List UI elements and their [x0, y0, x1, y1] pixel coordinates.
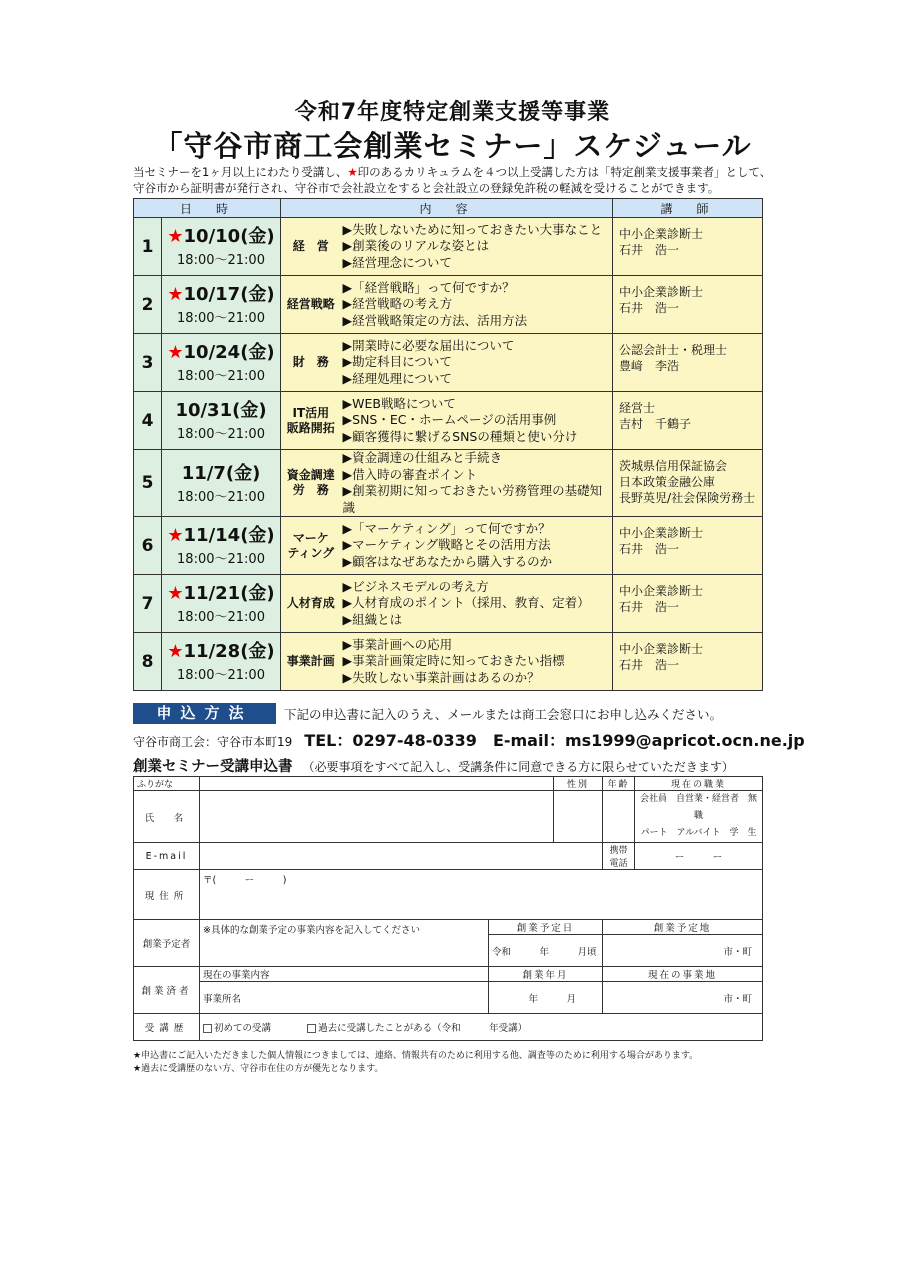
occupation-line-2: パート アルバイト 学 生 [640, 828, 757, 838]
lecturer-line-2: 石井 浩一 [619, 301, 680, 315]
form-title [133, 755, 734, 776]
page-title: 「守谷市商工会創業セミナー」スケジュール [153, 129, 752, 163]
header-content: 内 容 [281, 199, 613, 218]
star-icon: ★ [167, 641, 184, 662]
session-date: 11/28(金) [183, 641, 275, 662]
session-datetime [162, 218, 281, 276]
session-date: 10/31(金) [175, 400, 267, 421]
session-number: 2 [134, 276, 162, 334]
session-content [341, 276, 613, 334]
past-label: 過去に受講したことがある（令和 年受講） [318, 1023, 528, 1034]
content-item: ▶経営戦略の考え方 [342, 296, 453, 312]
session-category [281, 517, 341, 575]
session-number: 7 [134, 575, 162, 633]
category-line-1: 経営戦略 [286, 297, 335, 311]
session-lecturer [613, 633, 763, 691]
content-item: ▶ビジネスモデルの考え方 [342, 578, 489, 594]
gender-input[interactable] [554, 791, 603, 843]
form-note: （必要事項をすべて記入し、受講条件に同意できる方に限らせていただきます） [302, 760, 734, 774]
planned-date-label: 創業予定日 [489, 920, 603, 935]
schedule-row [134, 450, 763, 517]
star-icon: ★ [167, 226, 184, 247]
session-time: 18:00～21:00 [177, 489, 265, 505]
apply-method-text: 下記の申込書に記入のうえ、メールまたは商工会窓口にお申し込みください。 [284, 707, 723, 722]
schedule-row [134, 218, 763, 276]
content-item: ▶事業計画への応用 [342, 636, 453, 652]
content-item: ▶マーケティング戦略とその活用方法 [342, 537, 551, 553]
gender-label: 性別 [554, 777, 603, 791]
content-item: ▶「経営戦略」って何ですか？ [342, 279, 515, 295]
mobile-label: 携帯電話 [603, 843, 635, 870]
content-item: ▶顧客はなぜあなたから購入するのか [342, 553, 553, 569]
session-lecturer [613, 450, 763, 517]
age-label: 年齢 [603, 777, 635, 791]
session-datetime [162, 450, 281, 517]
session-number: 4 [134, 392, 162, 450]
content-item: ▶借入時の審査ポイント [342, 466, 478, 482]
category-line-1: マーケ [292, 530, 329, 545]
category-line-1: IT活用 [292, 405, 330, 420]
session-content [341, 218, 613, 276]
content-item: ▶経営戦略策定の方法、活用方法 [342, 312, 528, 328]
occupation-options[interactable] [635, 791, 767, 843]
content-item: ▶組織とは [342, 611, 403, 627]
founded-label: 創業済者 [134, 967, 200, 1014]
session-content [341, 633, 613, 691]
content-item: ▶WEB戦略について [342, 395, 456, 411]
footnote-privacy: ★申込書にご記入いただきました個人情報につきましては、連絡、情報共有のために利用する他、調査等のために利用する場合があります。 [133, 1051, 699, 1061]
lecturer-line-2: 石井 浩一 [619, 542, 680, 556]
category-line-1: 人材育成 [286, 596, 335, 610]
session-time: 18:00～21:00 [177, 369, 265, 384]
lecturer-line-1: 公認会計士・税理士 [619, 343, 728, 357]
content-item: ▶経営理念について [342, 254, 452, 270]
session-category [281, 450, 341, 517]
schedule-row [134, 517, 763, 575]
session-category [281, 276, 341, 334]
content-item: ▶失敗しない事業計画はあるのか？ [342, 669, 540, 685]
first-checkbox[interactable] [203, 1024, 212, 1033]
session-lecturer [613, 276, 763, 334]
lecturer-line-1: 中小企業診断士 [619, 285, 704, 299]
session-category [281, 218, 341, 276]
lecturer-line-2: 豊﨑 李浩 [619, 359, 680, 373]
lecturer-line-1: 中小企業診断士 [619, 584, 704, 598]
name-label: 氏 名 [134, 791, 200, 843]
session-time: 18:00～21:00 [177, 610, 265, 625]
content-item: ▶創業後のリアルな姿とは [342, 238, 490, 254]
content-item: ▶顧客獲得に繋げるSNSの種類と使い分け [342, 428, 578, 444]
intro-part-b: 印のあるカリキュラムを４つ以上受講した方は「特定創業支援事業者」として、 [357, 165, 772, 179]
session-content [341, 334, 613, 392]
history-label: 受講歴 [134, 1014, 200, 1041]
session-category [281, 575, 341, 633]
session-datetime [162, 517, 281, 575]
session-lecturer [613, 392, 763, 450]
category-line-2: ティング [287, 545, 335, 560]
apply-method-label: 申込方法 [133, 703, 276, 724]
schedule-row [134, 392, 763, 450]
schedule-row [134, 633, 763, 691]
header-date: 日 時 [134, 199, 281, 218]
planned-label: 創業予定者 [134, 920, 200, 967]
content-item: ▶SNS・EC・ホームページの活用事例 [342, 412, 557, 428]
lecturer-line-1: 茨城県信用保証協会 [619, 459, 728, 473]
session-time: 18:00～21:00 [177, 253, 265, 268]
schedule-row [134, 575, 763, 633]
founded-date-label: 創業年月 [489, 967, 603, 982]
content-item: ▶人材育成のポイント（採用、教育、定着） [342, 595, 590, 611]
content-item: ▶資金調達の仕組みと手続き [342, 450, 503, 465]
lecturer-line-1: 中小企業診断士 [619, 227, 704, 241]
contact-line [133, 728, 805, 751]
session-datetime [162, 334, 281, 392]
session-datetime [162, 392, 281, 450]
star-icon: ★ [167, 284, 184, 305]
category-line-1: 事業計画 [286, 654, 335, 668]
session-date: 11/7(金) [181, 462, 261, 484]
session-content [341, 575, 613, 633]
session-number: 3 [134, 334, 162, 392]
lecturer-line-2: 石井 浩一 [619, 243, 680, 257]
lecturer-line-2: 吉村 千鶴子 [619, 417, 692, 431]
phone-number: TEL：0297-48-0339 [304, 731, 477, 750]
star-icon: ★ [167, 583, 184, 604]
session-date: 11/21(金) [183, 583, 275, 604]
session-datetime [162, 575, 281, 633]
content-item: ▶創業初期に知っておきたい労務管理の基礎知識 [342, 483, 603, 515]
session-datetime [162, 276, 281, 334]
lecturer-line-1: 経営士 [619, 401, 656, 415]
session-number: 5 [134, 450, 162, 517]
star-icon: ★ [347, 165, 358, 179]
category-line-1: 資金調達 [286, 468, 335, 482]
subtitle: 令和7年度特定創業支援等事業 [294, 100, 611, 125]
session-lecturer [613, 334, 763, 392]
session-number: 8 [134, 633, 162, 691]
first-label: 初めての受講 [214, 1023, 272, 1034]
session-category [281, 334, 341, 392]
occupation-line-1: 会社員 自営業・経営者 無 職 [640, 794, 767, 821]
session-content [341, 450, 613, 517]
email-address[interactable]: E-mail：ms1999@apricot.ocn.ne.jp [492, 731, 805, 750]
content-item: ▶事業計画策定時に知っておきたい指標 [342, 653, 565, 669]
intro-part-a: 当セミナーを1ヶ月以上にわたり受講し、 [133, 165, 348, 179]
content-item: ▶経理処理について [342, 370, 452, 386]
session-time: 18:00～21:00 [177, 311, 265, 326]
lecturer-line-2: 日本政策金融公庫 [619, 475, 716, 489]
intro-text [133, 164, 773, 196]
current-place-label: 現在の事業地 [603, 967, 763, 982]
founded-date-input[interactable]: 年 月 [489, 982, 603, 1014]
session-date: 10/24(金) [183, 342, 275, 363]
session-time: 18:00～21:00 [177, 668, 265, 683]
category-line-2: 販路開拓 [286, 420, 335, 435]
session-time: 18:00～21:00 [177, 552, 265, 567]
lecturer-line-1: 中小企業診断士 [619, 526, 704, 540]
planned-date-input[interactable]: 令和 年 月頃 [489, 935, 603, 967]
furigana-input[interactable] [200, 777, 554, 791]
footnote-priority: ★過去に受講歴のない方、守谷市在住の方が優先となります。 [133, 1064, 384, 1074]
planned-business-input[interactable]: ※具体的な創業予定の事業内容を記入してください [200, 920, 489, 967]
session-category [281, 392, 341, 450]
session-lecturer [613, 218, 763, 276]
session-number: 6 [134, 517, 162, 575]
session-date: 11/14(金) [183, 525, 275, 546]
session-date: 10/17(金) [183, 284, 275, 305]
session-category [281, 633, 341, 691]
schedule-row [134, 276, 763, 334]
session-content [341, 517, 613, 575]
star-icon: ★ [167, 525, 184, 546]
org-address: 守谷市商工会：守谷市本町19 [133, 735, 293, 749]
history-options [200, 1014, 763, 1041]
planned-place-label: 創業予定地 [603, 920, 763, 935]
content-item: ▶失敗しないために知っておきたい大事なこと [342, 221, 603, 237]
planned-place-input[interactable]: 市・町 [603, 935, 763, 967]
age-input[interactable] [603, 791, 635, 843]
name-input[interactable] [200, 791, 554, 843]
session-datetime [162, 633, 281, 691]
session-time: 18:00～21:00 [177, 427, 265, 442]
mobile-input[interactable]: ー ー [635, 843, 763, 870]
schedule-table [133, 198, 763, 691]
content-item: ▶「マーケティング」って何ですか？ [342, 520, 551, 536]
address-input[interactable]: 〒( ー ) [200, 870, 763, 920]
email-label: E-mail [134, 843, 200, 870]
lecturer-line-3: 長野英児/社会保険労務士 [619, 491, 756, 505]
email-input[interactable] [200, 843, 603, 870]
current-business-input[interactable]: 現在の事業内容 [200, 967, 489, 982]
past-checkbox[interactable] [307, 1024, 316, 1033]
category-line-1: 財 務 [292, 355, 329, 369]
current-place-input[interactable]: 市・町 [603, 982, 763, 1014]
content-item: ▶開業時に必要な届出について [342, 337, 515, 353]
session-lecturer [613, 575, 763, 633]
office-name-input[interactable]: 事業所名 [200, 982, 489, 1014]
session-lecturer [613, 517, 763, 575]
session-date: 10/10(金) [183, 226, 275, 247]
content-item: ▶勘定科目について [342, 354, 452, 370]
category-line-1: 経 営 [292, 239, 329, 253]
schedule-row [134, 334, 763, 392]
lecturer-line-2: 石井 浩一 [619, 658, 680, 672]
star-icon: ★ [167, 342, 184, 363]
furigana-label: ふりがな [134, 777, 200, 791]
occupation-label: 現在の職業 [635, 777, 763, 791]
header-lecturer: 講 師 [613, 199, 763, 218]
category-line-2: 労 務 [292, 483, 329, 497]
lecturer-line-2: 石井 浩一 [619, 600, 680, 614]
session-number: 1 [134, 218, 162, 276]
address-label: 現住所 [134, 870, 200, 920]
session-content [341, 392, 613, 450]
intro-part-c: 守谷市から証明書が発行され、守谷市で会社設立をすると会社設立の登録免許税の軽減を受けることができます。 [133, 181, 720, 195]
application-form [133, 776, 767, 1041]
form-title-text: 創業セミナー受講申込書 [133, 759, 293, 775]
lecturer-line-1: 中小企業診断士 [619, 642, 704, 656]
